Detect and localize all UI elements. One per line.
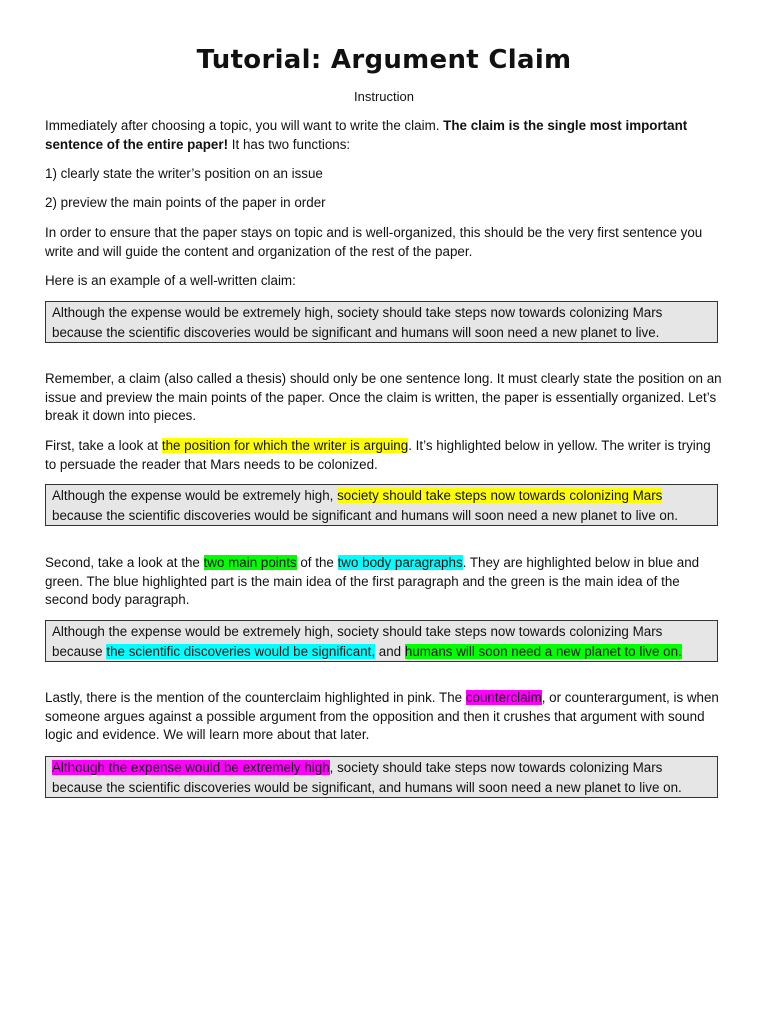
remember-paragraph: Remember, a claim (also called a thesis) should only be one sentence long. It must clearly state the position on an issue and preview the main points of the paper. Once the claim is written, the paper is essentially organized. Let’s break it down into pieces.	[45, 371, 722, 423]
example-claim-text: Although the expense would be extremely high, society should take steps now towards colonizing Mars because the scientific discoveries would be significant and humans will soon need a new planet to live.	[52, 305, 663, 340]
counterclaim-box	[45, 756, 718, 798]
green-highlight-main-points: two main points	[203, 555, 297, 570]
page-title: Tutorial: Argument Claim	[196, 45, 572, 75]
first-text-a: First, take a look at	[45, 438, 162, 453]
function-1-text: 1) clearly state the writer’s position on an issue	[45, 166, 323, 181]
cyan-highlight-body-paragraphs: two body paragraphs	[337, 555, 463, 570]
order-paragraph: In order to ensure that the paper stays on topic and is well-organized, this should be the very first sentence you write and will guide the content and organization of the rest of the paper.	[45, 225, 703, 259]
yellow-highlight-box: society should take steps now towards colonizing Mars	[337, 488, 663, 503]
position-box-text-a: Although the expense would be extremely high,	[52, 488, 338, 503]
counter-box-text-a: , society should take steps now towards colonizing Mars because the scientific discoveries would be significant, and humans will soon need a new planet to live on.	[52, 760, 682, 795]
points-box-text-a: Although the expense would be extremely high, society should take steps now towards colonizing Mars because	[52, 624, 663, 659]
second-paragraph	[45, 554, 725, 610]
cyan-highlight-box: the scientific discoveries would be significant,	[106, 643, 376, 659]
first-text-b: . It’s highlighted below in yellow. The writer is trying to persuade the reader that Mars needs to be colonized.	[45, 438, 711, 472]
example-claim-box	[45, 301, 718, 343]
second-text-a: Second, take a look at the	[45, 555, 204, 570]
lastly-paragraph	[45, 689, 725, 745]
intro-paragraph	[45, 117, 725, 154]
intro-bold-text: The claim is the single most important sentence of the entire paper!	[45, 118, 688, 152]
position-box-text-b: because the scientific discoveries would be significant and humans will soon need a new planet to live on.	[52, 507, 679, 523]
intro-text-a: Immediately after choosing a topic, you will want to write the claim.	[45, 118, 444, 133]
lastly-text-b: , or counterargument, is when someone argues against a possible argument from the opposition and then it crushes that argument with sound logic and evidence. We will learn more about that later.	[45, 690, 719, 742]
green-highlight-box: humans will soon need a new planet to live on.	[404, 643, 682, 659]
function-2-text: 2) preview the main points of the paper in order	[45, 195, 326, 210]
yellow-highlight-position: the position for which the writer is arguing	[161, 438, 409, 453]
page-subtitle: Instruction	[354, 89, 414, 104]
pink-highlight-box: Although the expense would be extremely high	[52, 760, 330, 775]
second-text-b: of the	[296, 555, 338, 570]
example-intro-text: Here is an example of a well-written claim:	[45, 273, 296, 288]
intro-text-b: It has two functions:	[228, 136, 351, 152]
second-text-c: . They are highlighted below in blue and green. The blue highlighted part is the main idea of the first paragraph and the green is the main idea of the second body paragraph.	[45, 555, 700, 607]
pink-highlight-counterclaim: counterclaim	[465, 690, 542, 705]
points-box-text-b: and	[375, 643, 405, 659]
position-claim-box	[45, 484, 718, 526]
lastly-text-a: Lastly, there is the mention of the counterclaim highlighted in pink. The	[45, 690, 466, 705]
main-points-claim-box	[45, 620, 718, 662]
first-paragraph	[45, 437, 725, 474]
